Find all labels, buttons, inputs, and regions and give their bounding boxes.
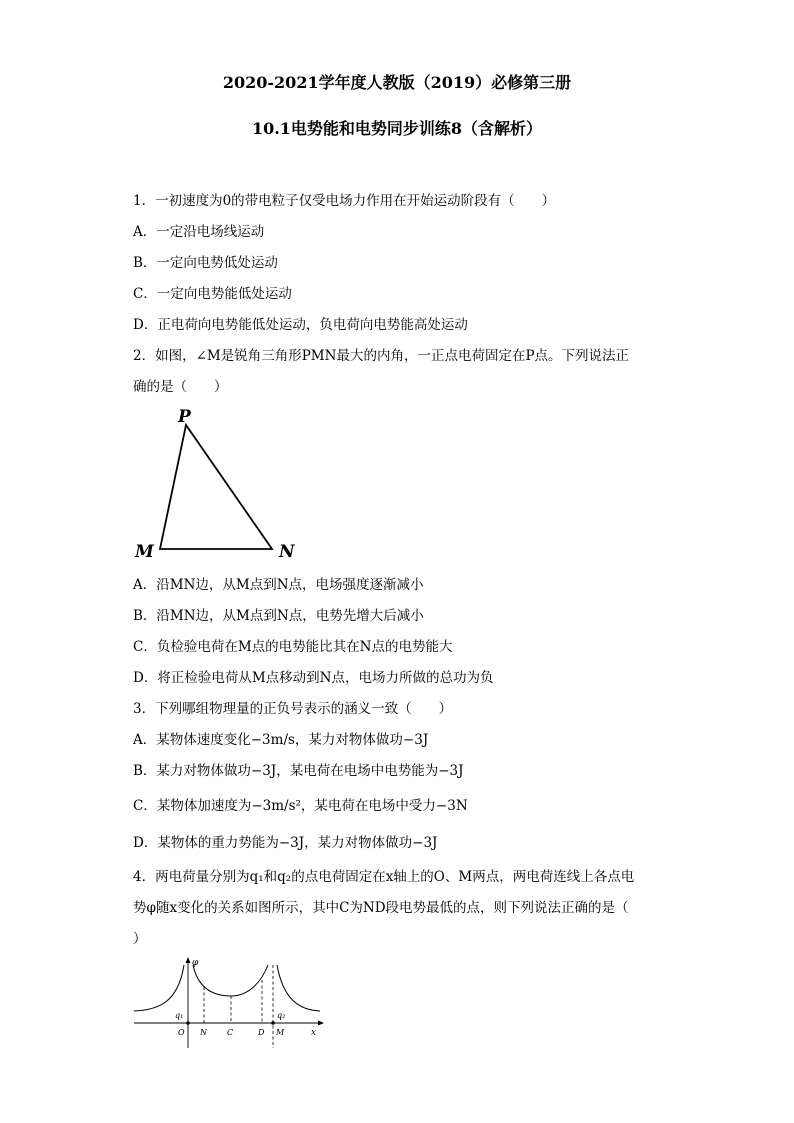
q2-stem-line1: 2．如图，∠M是锐角三角形PMN最大的内角，一正点电荷固定在P点。下列说法正 — [133, 348, 630, 364]
q2-option-a: A．沿MN边，从M点到N点，电场强度逐渐减小 — [133, 577, 424, 593]
curve-between-o-m — [193, 965, 268, 996]
label-m: M — [135, 542, 154, 562]
curve-right-of-m — [277, 965, 320, 1011]
q2-option-b: B．沿MN边，从M点到N点，电势先增大后减小 — [133, 608, 424, 624]
label-m: M — [276, 1028, 285, 1037]
label-c: C — [227, 1028, 234, 1037]
q4-stem-line1: 4．两电荷量分别为q₁和q₂的点电荷固定在x轴上的O、M两点，两电荷连线上各点电 — [133, 869, 635, 885]
q2-option-c: C．负检验电荷在M点的电势能比其在N点的电势能大 — [133, 639, 453, 655]
label-d: D — [258, 1028, 265, 1037]
q4-stem-line3: ） — [133, 931, 147, 947]
label-x: x — [311, 1028, 317, 1038]
label-n: N — [279, 542, 295, 562]
label-o: O — [178, 1028, 185, 1037]
q1-stem: 1．一初速度为0的带电粒子仅受电场力作用在开始运动阶段有（ ） — [133, 193, 556, 209]
x-axis-arrow — [318, 1021, 324, 1026]
label-q2: q₂ — [277, 1011, 286, 1020]
q3-stem: 3．下列哪组物理量的正负号表示的涵义一致（ ） — [133, 701, 453, 717]
q3-option-b: B．某力对物体做功−3J，某电荷在电场中电势能为−3J — [133, 763, 464, 779]
q2-option-d: D．将正检验电荷从M点移动到N点，电场力所做的总功为负 — [133, 670, 494, 686]
page-title: 2020-2021学年度人教版（2019）必修第三册 — [222, 73, 572, 92]
potential-curve-figure — [128, 953, 328, 1053]
q3-option-a: A．某物体速度变化−3m/s，某力对物体做功−3J — [133, 732, 429, 748]
q3-option-c: C．某物体加速度为−3m/s²，某电荷在电场中受力−3N — [133, 798, 468, 814]
q1-option-d: D．正电荷向电势能低处运动，负电荷向电势能高处运动 — [133, 317, 468, 333]
phi-axis-arrow — [186, 957, 191, 963]
q1-option-b: B．一定向电势低处运动 — [133, 255, 278, 271]
label-q1: q₁ — [175, 1011, 184, 1020]
label-p: P — [178, 407, 191, 427]
q1-option-a: A．一定沿电场线运动 — [133, 224, 265, 240]
triangle-pmn-figure — [128, 402, 308, 564]
label-n: N — [200, 1028, 207, 1037]
q3-option-d: D．某物体的重力势能为−3J，某力对物体做功−3J — [133, 835, 438, 851]
q1-option-c: C．一定向电势能低处运动 — [133, 286, 292, 302]
point-o — [186, 1021, 190, 1025]
curve-left-of-o — [134, 965, 184, 1011]
page-subtitle: 10.1电势能和电势同步训练8（含解析） — [251, 119, 543, 138]
q2-stem-line2: 确的是（ ） — [133, 379, 228, 395]
triangle-pmn — [160, 425, 272, 549]
label-phi: φ — [192, 958, 199, 968]
point-m — [271, 1021, 275, 1025]
q4-stem-line2: 势φ随x变化的关系如图所示，其中C为ND段电势最低的点，则下列说法正确的是（ — [133, 900, 629, 916]
